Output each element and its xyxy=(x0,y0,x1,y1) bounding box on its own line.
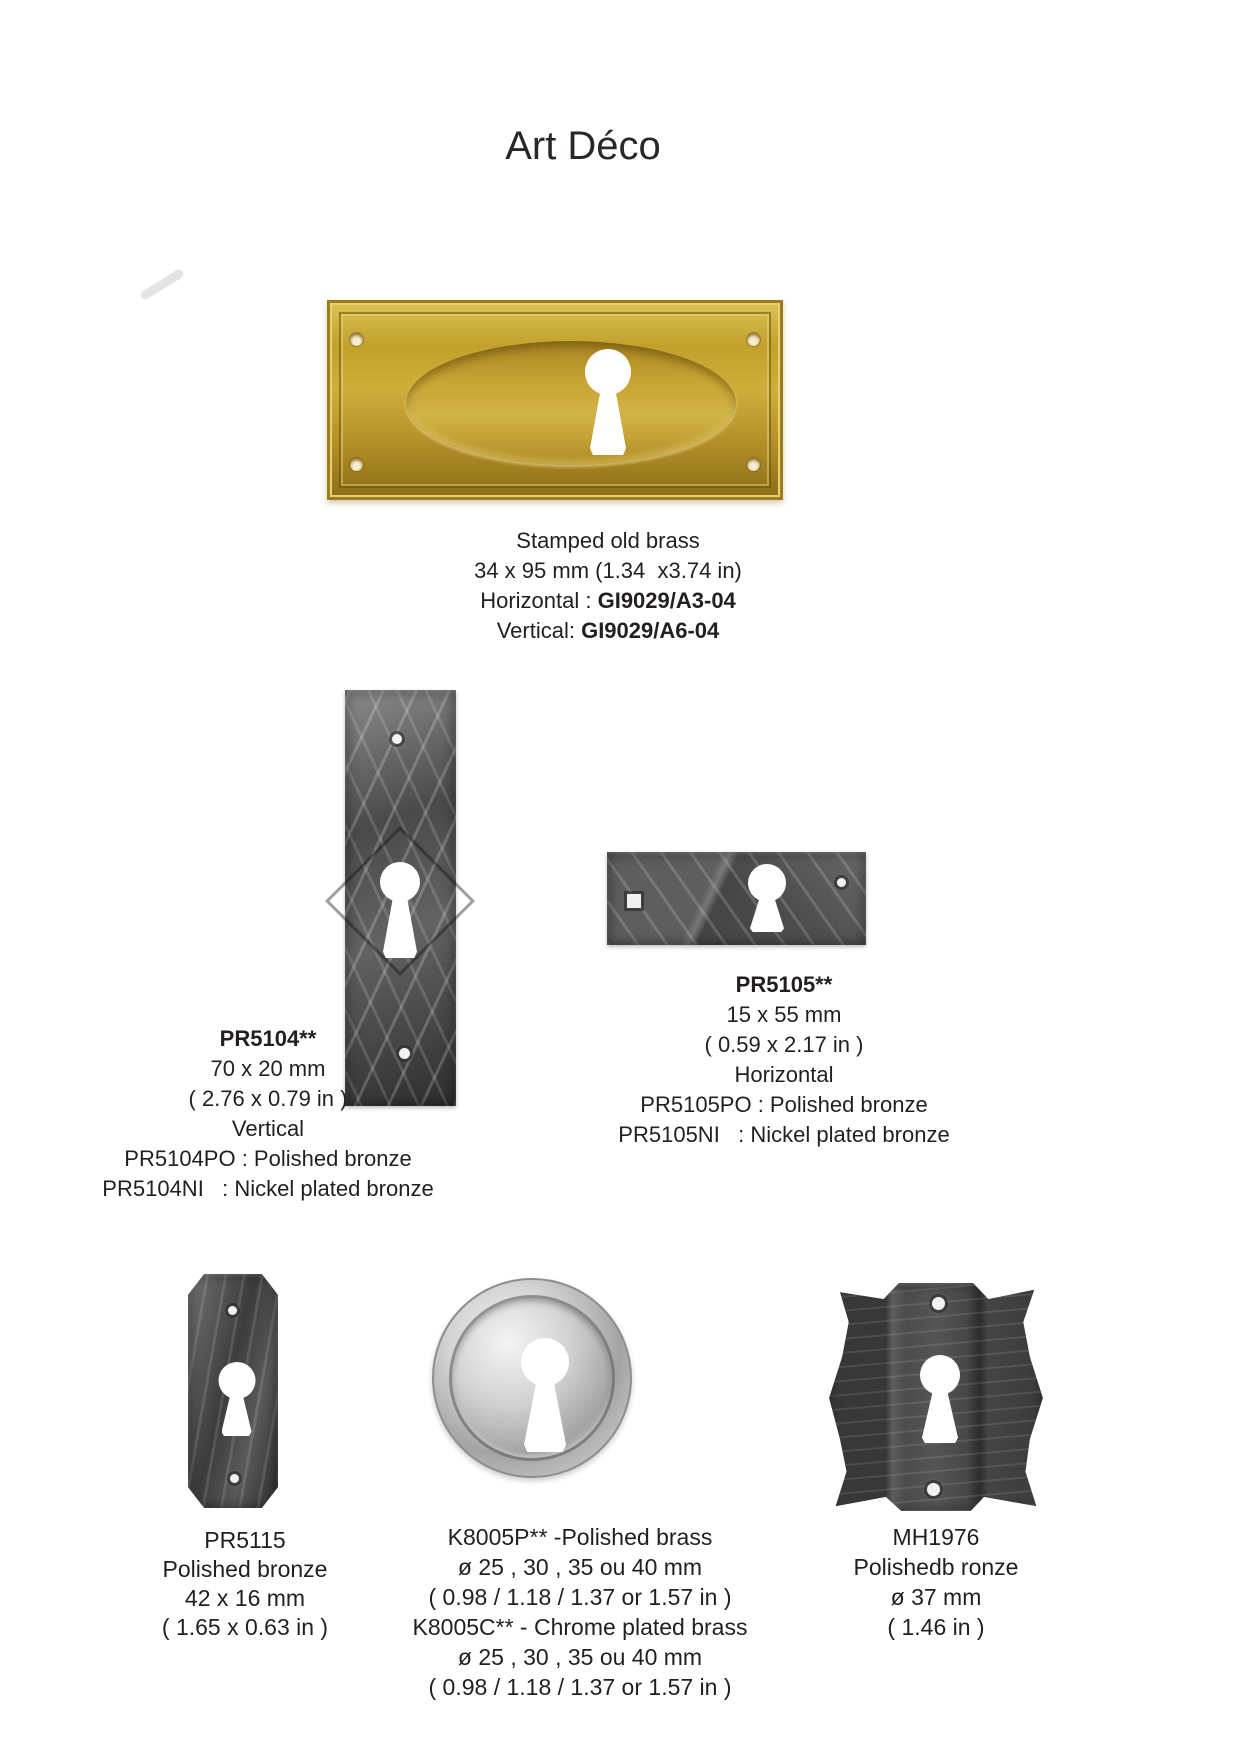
keyhole-cutout xyxy=(920,1355,960,1443)
mh1976-caption xyxy=(786,1522,1086,1642)
pr5105-code: PR5105** xyxy=(735,972,833,997)
pr5104-variant-ni: PR5104NI : Nickel plated bronze xyxy=(102,1176,434,1201)
keyhole-stem xyxy=(222,1394,252,1436)
k8005-chrome-name: K8005C** - Chrome plated brass xyxy=(412,1614,748,1640)
keyhole-cutout xyxy=(380,862,420,958)
keyhole-stem xyxy=(750,896,784,932)
mh1976-product-photo xyxy=(827,1283,1045,1513)
mh1976-size-in: ( 1.46 in ) xyxy=(887,1614,985,1640)
pr5115-caption xyxy=(95,1526,395,1642)
keyhole-cutout xyxy=(218,1362,255,1436)
pr5104-size-mm: 70 x 20 mm xyxy=(210,1056,326,1081)
gi9029-vertical-code: GI9029/A6-04 xyxy=(581,618,720,643)
gi9029-vertical-label: Vertical: xyxy=(496,618,582,643)
k8005-caption xyxy=(400,1522,760,1702)
keyhole-head xyxy=(218,1362,255,1399)
mh1976-code: MH1976 xyxy=(892,1524,980,1550)
screw-hole xyxy=(350,333,363,346)
pr5105-size-in: ( 0.59 x 2.17 in ) xyxy=(704,1032,864,1057)
gi9029-caption xyxy=(408,526,808,646)
pr5105-variant-po: PR5105PO : Polished bronze xyxy=(640,1092,928,1117)
gi9029-product-photo xyxy=(327,300,783,500)
k8005-polished-sizes: ø 25 , 30 , 35 ou 40 mm xyxy=(457,1554,703,1580)
keyhole-head xyxy=(585,349,631,395)
k8005-chrome-sizes-in: ( 0.98 / 1.18 / 1.37 or 1.57 in ) xyxy=(428,1674,732,1700)
keyhole-stem xyxy=(383,896,417,958)
pr5105-size-mm: 15 x 55 mm xyxy=(726,1002,842,1027)
mh1976-size: ø 37 mm xyxy=(890,1584,982,1610)
keyhole-cutout xyxy=(585,349,631,457)
pr5104-variant-po: PR5104PO : Polished bronze xyxy=(124,1146,412,1171)
keyhole-head xyxy=(920,1355,960,1395)
pr5115-product-photo xyxy=(188,1274,278,1508)
pr5115-size-mm: 42 x 16 mm xyxy=(184,1585,306,1611)
gi9029-horizontal-line xyxy=(408,586,808,616)
screw-hole xyxy=(350,458,363,471)
pr5105-caption xyxy=(564,970,1004,1150)
pr5104-size-in: ( 2.76 x 0.79 in ) xyxy=(188,1086,348,1111)
gi9029-vertical-line xyxy=(408,616,808,646)
keyhole-cutout xyxy=(748,864,786,932)
gi9029-size-line: 34 x 95 mm (1.34 x3.74 in) xyxy=(474,558,742,583)
k8005-chrome-sizes: ø 25 , 30 , 35 ou 40 mm xyxy=(457,1644,703,1670)
pr5105-product-photo xyxy=(607,852,866,945)
gi9029-horizontal-code: GI9029/A3-04 xyxy=(597,588,736,613)
pr5105-orientation: Horizontal xyxy=(734,1062,834,1087)
k8005-product-photo xyxy=(432,1278,632,1478)
screw-hole xyxy=(228,1306,237,1315)
scan-artifact xyxy=(139,268,184,301)
screw-hole xyxy=(747,458,760,471)
screw-hole xyxy=(392,734,402,744)
screw-hole xyxy=(230,1474,239,1483)
gi9029-horizontal-label: Horizontal : xyxy=(480,588,598,613)
pr5115-code: PR5115 xyxy=(204,1527,286,1553)
pr5104-code: PR5104** xyxy=(219,1026,317,1051)
keyhole-stem xyxy=(524,1380,566,1452)
keyhole-stem xyxy=(590,389,626,455)
mh1976-finish: Polishedb ronze xyxy=(853,1554,1019,1580)
square-screw-hole xyxy=(627,894,641,908)
keyhole-cutout xyxy=(521,1338,569,1452)
pr5105-variant-ni: PR5105NI : Nickel plated bronze xyxy=(618,1122,950,1147)
screw-hole xyxy=(927,1483,940,1496)
screw-hole xyxy=(837,878,846,887)
screw-hole xyxy=(747,333,760,346)
brass-oval-recess xyxy=(406,341,736,465)
k8005-polished-name: K8005P** -Polished brass xyxy=(447,1524,713,1550)
keyhole-head xyxy=(521,1338,569,1386)
pr5115-finish: Polished bronze xyxy=(162,1556,328,1582)
screw-hole xyxy=(932,1297,945,1310)
gi9029-material-line: Stamped old brass xyxy=(516,528,700,553)
k8005-polished-sizes-in: ( 0.98 / 1.18 / 1.37 or 1.57 in ) xyxy=(428,1584,732,1610)
keyhole-stem xyxy=(922,1391,958,1443)
page-title: Art Déco xyxy=(505,124,661,168)
pr5104-orientation: Vertical xyxy=(231,1116,305,1141)
pr5104-caption xyxy=(48,1024,488,1204)
pr5115-size-in: ( 1.65 x 0.63 in ) xyxy=(161,1614,329,1640)
